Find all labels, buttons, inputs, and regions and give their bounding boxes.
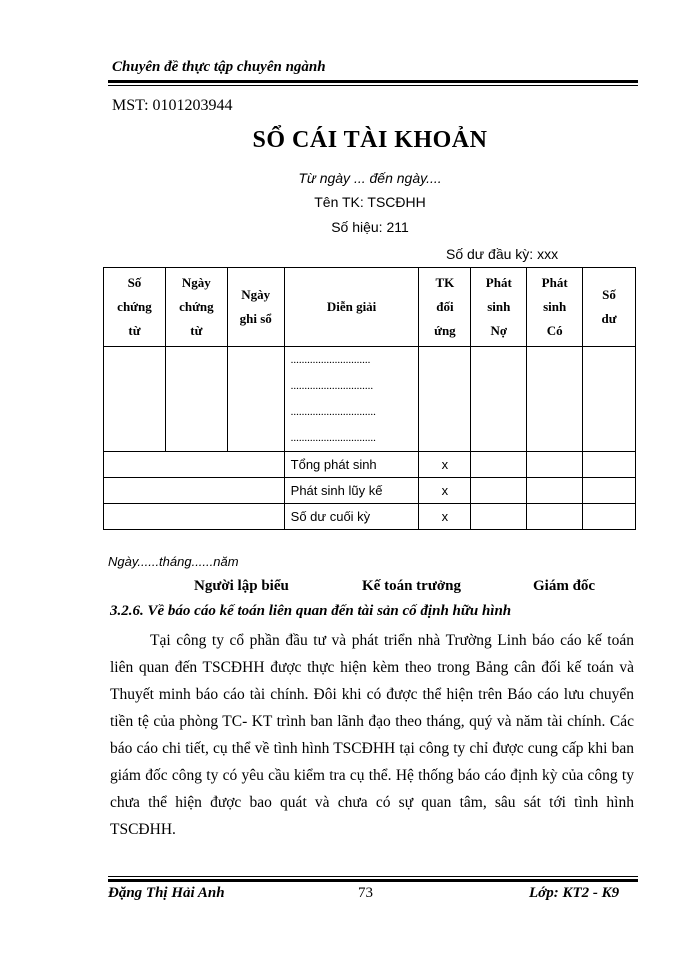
header-rule xyxy=(108,80,638,83)
signature-accountant: Kế toán trưởng xyxy=(362,578,461,594)
footer-class: Lớp: KT2 - K9 xyxy=(529,885,620,901)
col-contra-account: TK đối ứng xyxy=(419,268,471,347)
col-voucher-no: Số chứng từ xyxy=(104,268,166,347)
header-title: Chuyên đề thực tập chuyên ngành xyxy=(112,59,326,75)
summary-mark: x xyxy=(419,504,471,530)
body-paragraph: Tại công ty cổ phần đầu tư và phát triển nhà Trường Linh báo cáo kế toán liên quan đến TSCĐHH được thực hiện kèm theo trong Bảng cân đối kế toán và Thuyết minh báo cáo tài chính. Đôi khi có được thể hiện trên Báo cáo lưu chuyển tiền tệ của phòng TC- KT trình ban lãnh đạo theo tháng, quý và năm tài chính. Các báo cáo chi tiết, cụ thể về tình hình TSCĐHH tại công ty chỉ được cung cấp khi ban giám đốc công ty có yêu cầu kiểm tra cụ thể. Hệ thống báo cáo định kỳ của công ty chưa thể hiện được bao quát và chưa có sự quan tâm, sâu sát tới tình hình TSCĐHH. xyxy=(110,632,634,838)
cell-empty xyxy=(104,347,166,452)
table-row-closing xyxy=(104,504,636,530)
table-header-row xyxy=(104,268,636,347)
col-debit: Phát sinh Nợ xyxy=(471,268,527,347)
table-row-entries xyxy=(104,347,636,452)
date-range: Từ ngày ... đến ngày.... xyxy=(298,170,442,186)
summary-label: Số dư cuối kỳ xyxy=(284,504,419,530)
page-number: 73 xyxy=(358,885,373,901)
cell-empty xyxy=(419,347,471,452)
tax-code: MST: 0101203944 xyxy=(112,97,233,114)
summary-mark: x xyxy=(419,452,471,478)
signature-director: Giám đốc xyxy=(533,578,596,594)
col-description: Diễn giải xyxy=(284,268,419,347)
footer-rule xyxy=(108,879,638,882)
page-title: SỔ CÁI TÀI KHOẢN xyxy=(252,127,488,153)
table-row-cumulative xyxy=(104,478,636,504)
section-heading: 3.2.6. Về báo cáo kế toán liên quan đến tài sản cố định hữu hình xyxy=(110,603,512,619)
date-line: Ngày......tháng......năm xyxy=(108,554,239,569)
summary-label: Tổng phát sinh xyxy=(284,452,419,478)
cell-empty xyxy=(527,347,583,452)
col-credit: Phát sinh Có xyxy=(527,268,583,347)
cell-empty xyxy=(583,347,636,452)
account-name: Tên TK: TSCĐHH xyxy=(314,194,426,210)
cell-description-dots: ............................. .............................. ............................... ............................... xyxy=(284,347,419,452)
summary-label: Phát sinh lũy kế xyxy=(284,478,419,504)
cell-empty xyxy=(471,347,527,452)
signature-preparer: Người lập biểu xyxy=(194,578,289,594)
cell-empty xyxy=(227,347,284,452)
account-number: Số hiệu: 211 xyxy=(331,219,409,235)
header-rule-thin xyxy=(108,85,638,86)
col-record-date: Ngày ghi sổ xyxy=(227,268,284,347)
col-voucher-date: Ngày chứng từ xyxy=(165,268,227,347)
cell-empty xyxy=(165,347,227,452)
opening-balance: Số dư đầu kỳ: xxx xyxy=(446,246,559,262)
ledger-table xyxy=(103,267,636,530)
footer-rule-thin xyxy=(108,876,638,877)
summary-mark: x xyxy=(419,478,471,504)
col-balance: Số dư xyxy=(583,268,636,347)
footer-author: Đặng Thị Hải Anh xyxy=(108,885,225,901)
table-row-total xyxy=(104,452,636,478)
